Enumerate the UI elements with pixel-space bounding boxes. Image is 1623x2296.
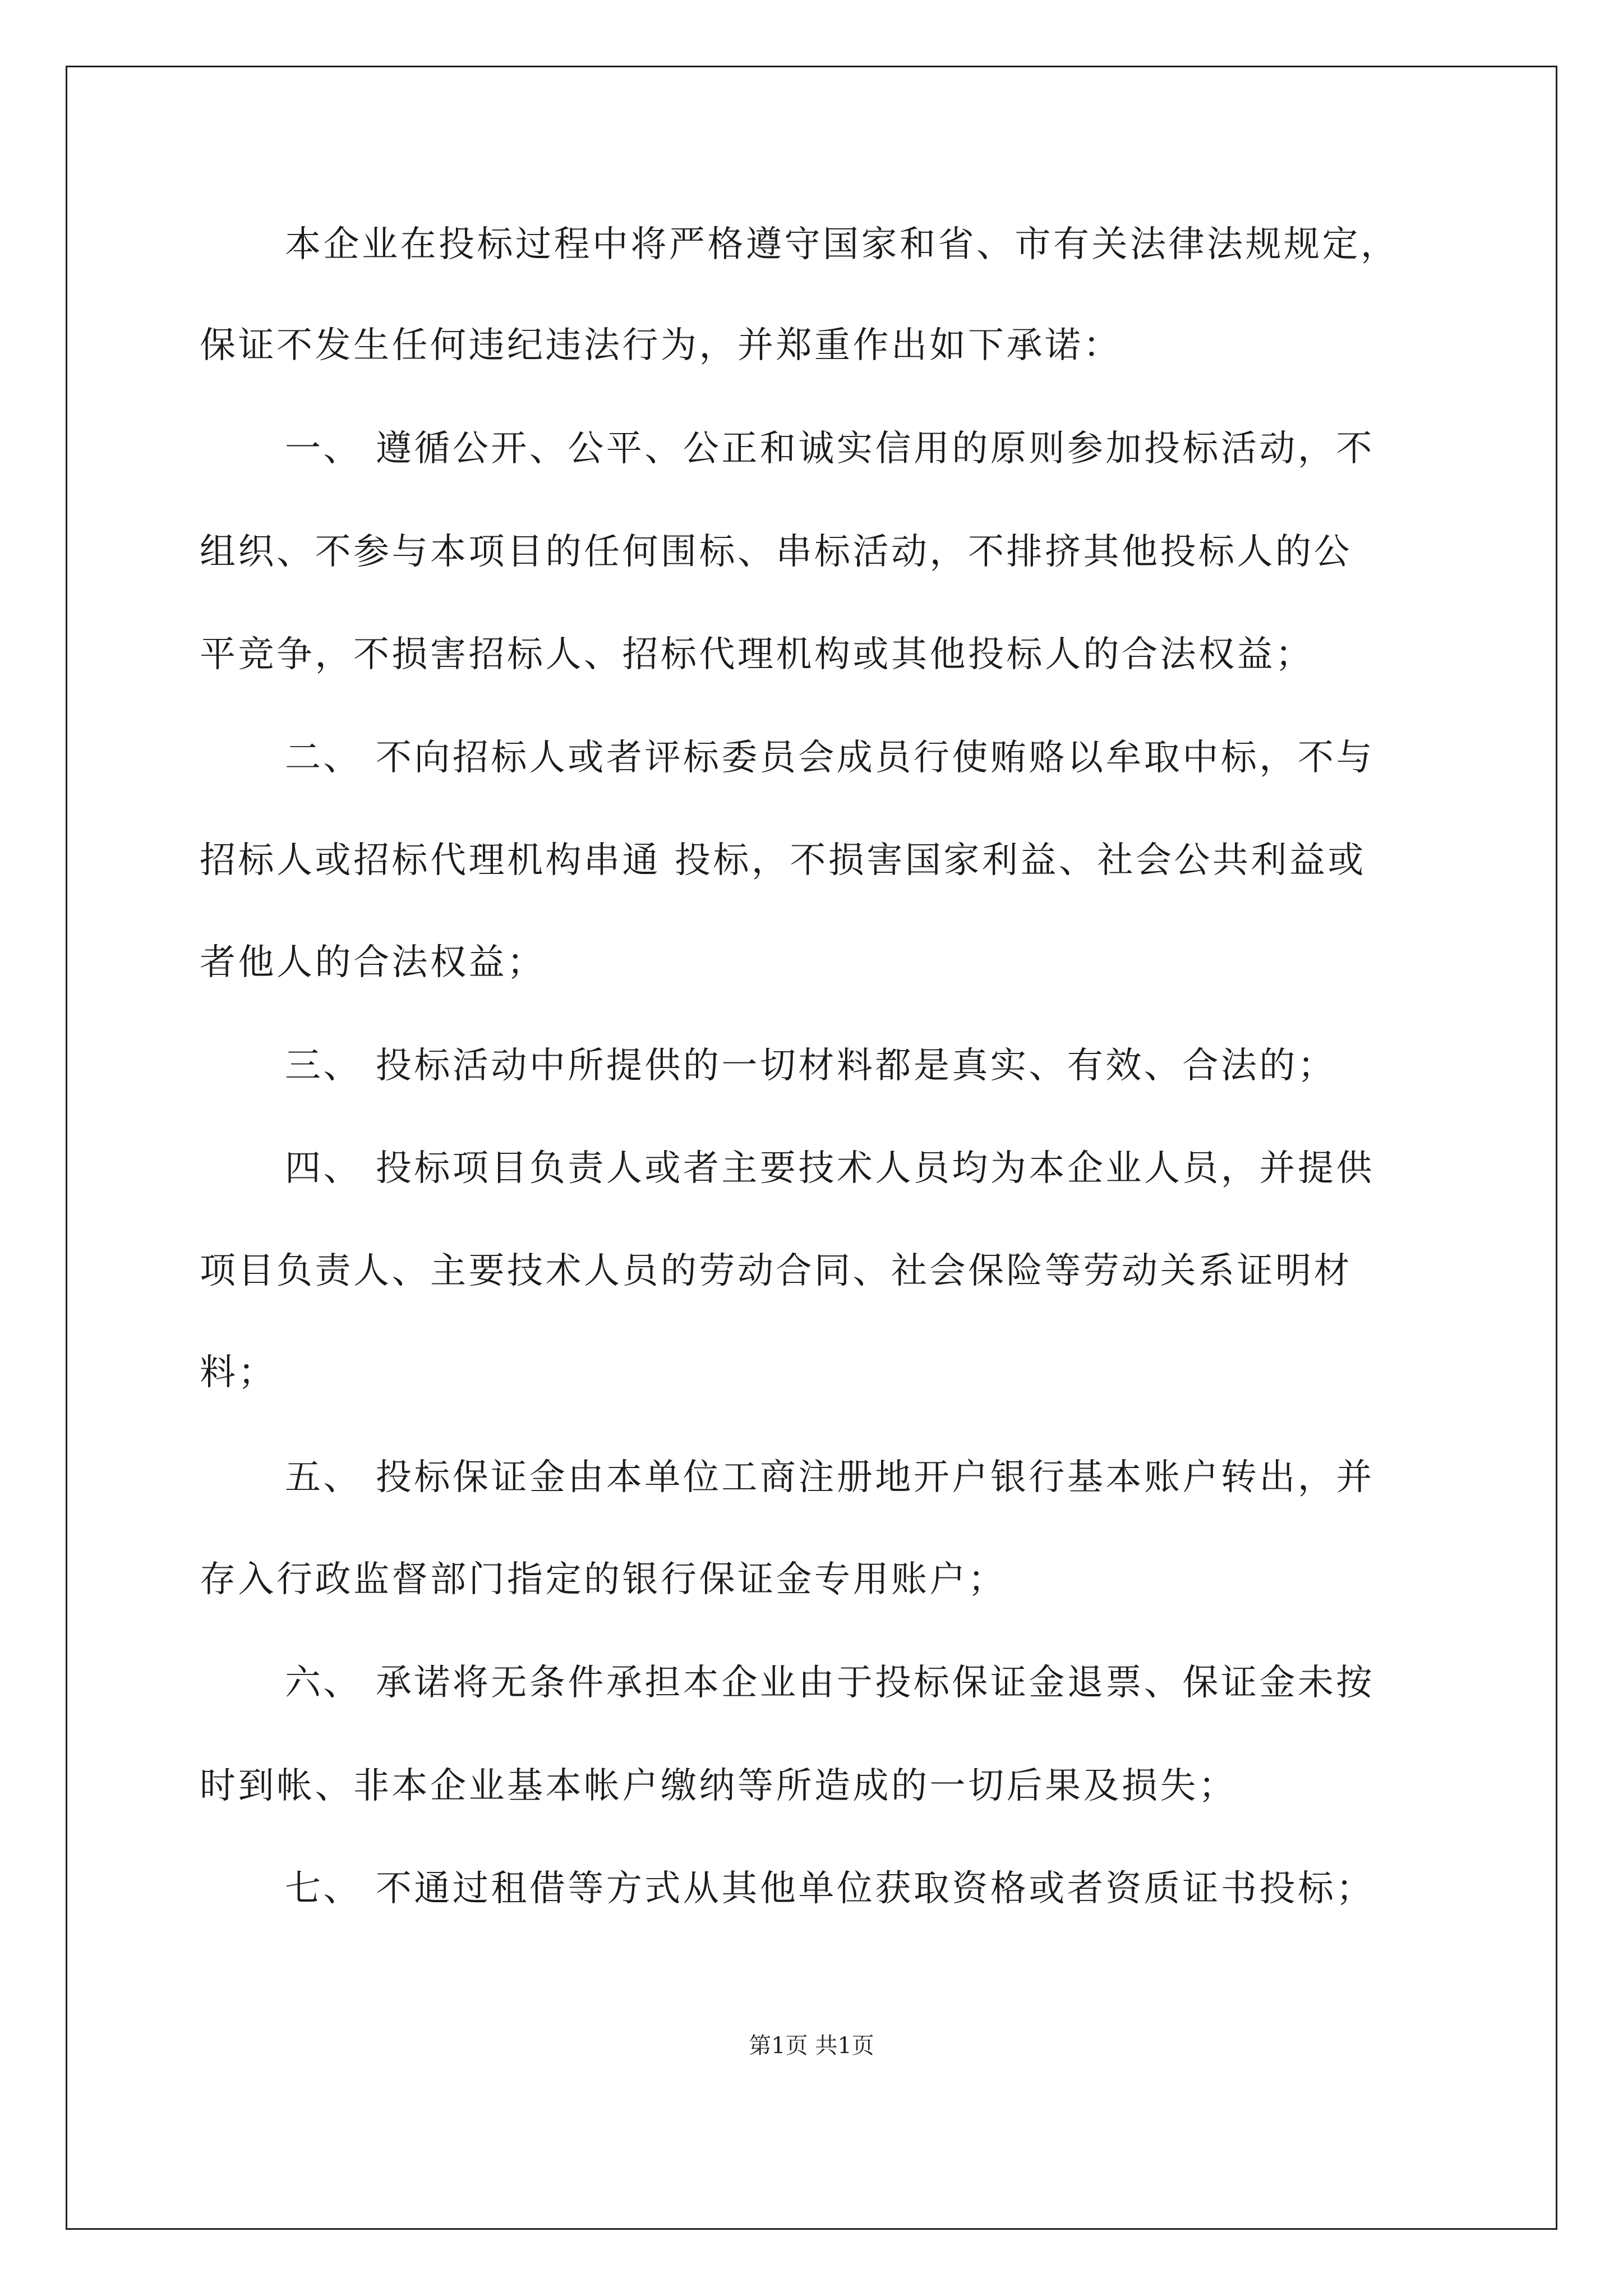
item-5-line-1: 五、 投标保证金由本单位工商注册地开户银行基本账户转出，并	[285, 1457, 1375, 1498]
item-1-line-1: 一、 遵循公开、公平、公正和诚实信用的原则参加投标活动，不	[285, 428, 1375, 470]
item-7-line-1: 七、 不通过租借等方式从其他单位获取资格或者资质证书投标；	[285, 1868, 1375, 1910]
item-4-line-1: 四、 投标项目负责人或者主要技术人员均为本企业人员，并提供	[285, 1148, 1375, 1189]
item-1-line-3: 平竞争，不损害招标人、招标代理机构或其他投标人的合法权益；	[200, 634, 1314, 675]
item-6-line-2: 时到帐、非本企业基本帐户缴纳等所造成的一切后果及损失；	[200, 1765, 1237, 1807]
page-number-footer: 第1页 共1页	[749, 2033, 874, 2059]
item-6-line-1: 六、 承诺将无条件承担本企业由于投标保证金退票、保证金未按	[285, 1662, 1375, 1704]
item-5-line-2: 存入行政监督部门指定的银行保证金专用账户；	[200, 1559, 1007, 1600]
item-1-line-2: 组织、不参与本项目的任何围标、串标活动，不排挤其他投标人的公	[200, 531, 1352, 573]
item-2-line-2: 招标人或招标代理机构串通 投标，不损害国家利益、社会公共利益或	[200, 840, 1366, 881]
item-4-line-2: 项目负责人、主要技术人员的劳动合同、社会保险等劳动关系证明材	[200, 1250, 1352, 1292]
item-2-line-3: 者他人的合法权益；	[200, 942, 546, 983]
item-2-line-1: 二、 不向招标人或者评标委员会成员行使贿赂以牟取中标，不与	[285, 737, 1375, 779]
item-3-line-1: 三、 投标活动中所提供的一切材料都是真实、有效、合法的；	[285, 1045, 1336, 1087]
paragraph-intro-line-2: 保证不发生任何违纪违法行为，并郑重作出如下承诺：	[200, 325, 1122, 366]
item-4-line-3: 料；	[200, 1352, 276, 1393]
paragraph-intro-line-1: 本企业在投标过程中将严格遵守国家和省、市有关法律法规规定，	[285, 224, 1399, 265]
